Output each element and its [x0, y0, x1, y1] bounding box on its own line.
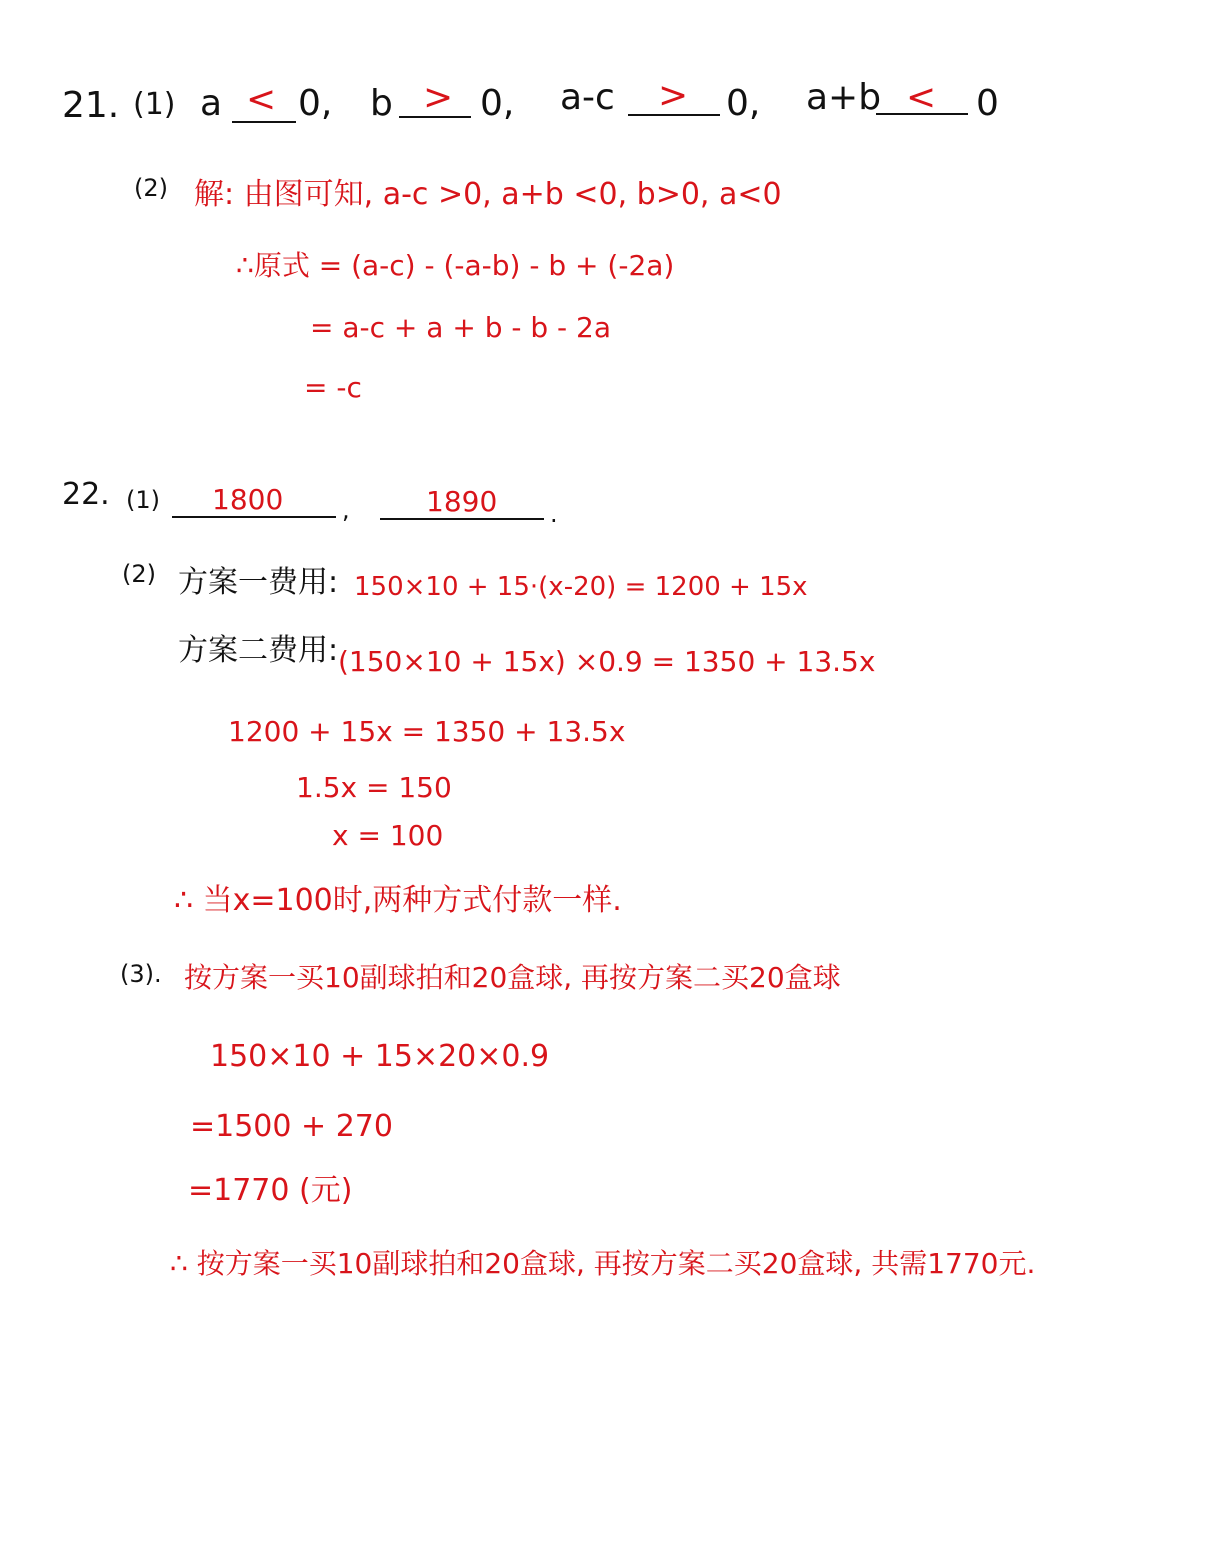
q21-item1-left: a [200, 83, 223, 124]
q22-eq-line1: 1200 + 15x = 1350 + 13.5x [228, 715, 626, 748]
q21-item4-answer: < [906, 77, 937, 118]
q21-item3-right: 0, [726, 83, 761, 124]
q22-eq-line3: x = 100 [332, 819, 444, 852]
q22-plan2-expr: (150×10 + 15x) ×0.9 = 1350 + 13.5x [338, 645, 876, 678]
q22-end: . [550, 500, 558, 528]
q21-item2-answer: > [423, 77, 454, 118]
q22-plan1-expr: 150×10 + 15·(x-20) = 1200 + 15x [354, 572, 808, 602]
q22-plan1-label: 方案一费用: [178, 565, 339, 600]
q21-number: 21. [62, 85, 120, 126]
q22-calc-line3: =1770 (元) [188, 1173, 353, 1208]
q21-part2-line3: = a-c + a + b - b - 2a [310, 311, 612, 344]
q21-part2-line2: ∴原式 = (a-c) - (-a-b) - b + (-2a) [236, 249, 675, 282]
q21-part2-line1: 解: 由图可知, a-c >0, a+b <0, b>0, a<0 [194, 177, 782, 212]
q22-eq-line2: 1.5x = 150 [296, 771, 452, 804]
q22-part1-label: (1) [126, 486, 160, 514]
q22-calc-line1: 150×10 + 15×20×0.9 [210, 1039, 550, 1074]
q21-item2-right: 0, [480, 83, 515, 124]
answer-blank [172, 516, 336, 518]
q22-part3-plan: 按方案一买10副球拍和20盒球, 再按方案二买20盒球 [184, 961, 841, 994]
answer-blank [232, 121, 296, 123]
q21-part2-label: (2) [134, 174, 168, 202]
q22-number: 22. [62, 477, 110, 512]
q21-part1-label: (1) [133, 87, 176, 122]
q22-answer-1: 1800 [212, 483, 284, 516]
q22-sep: , [342, 496, 350, 524]
q22-answer-2: 1890 [426, 485, 498, 518]
q22-part2-conclusion: ∴ 当x=100时,两种方式付款一样. [174, 883, 622, 918]
q22-part3-conclusion: ∴ 按方案一买10副球拍和20盒球, 再按方案二买20盒球, 共需1770元. [170, 1247, 1036, 1280]
q21-item4-left: a+b [806, 77, 882, 118]
q21-item1-answer: < [246, 79, 277, 120]
q21-item4-right: 0 [976, 83, 999, 124]
q21-item3-answer: > [658, 75, 689, 116]
q21-item2-left: b [370, 83, 393, 124]
q22-part3-label: (3). [120, 960, 162, 988]
q21-item3-left: a-c [560, 77, 615, 118]
answer-blank [380, 518, 544, 520]
q22-calc-line2: =1500 + 270 [190, 1109, 393, 1144]
q22-plan2-label: 方案二费用: [178, 633, 339, 668]
q21-part2-line4: = -c [304, 371, 362, 404]
q21-item1-right: 0, [298, 83, 333, 124]
q22-part2-label: (2) [122, 560, 156, 588]
